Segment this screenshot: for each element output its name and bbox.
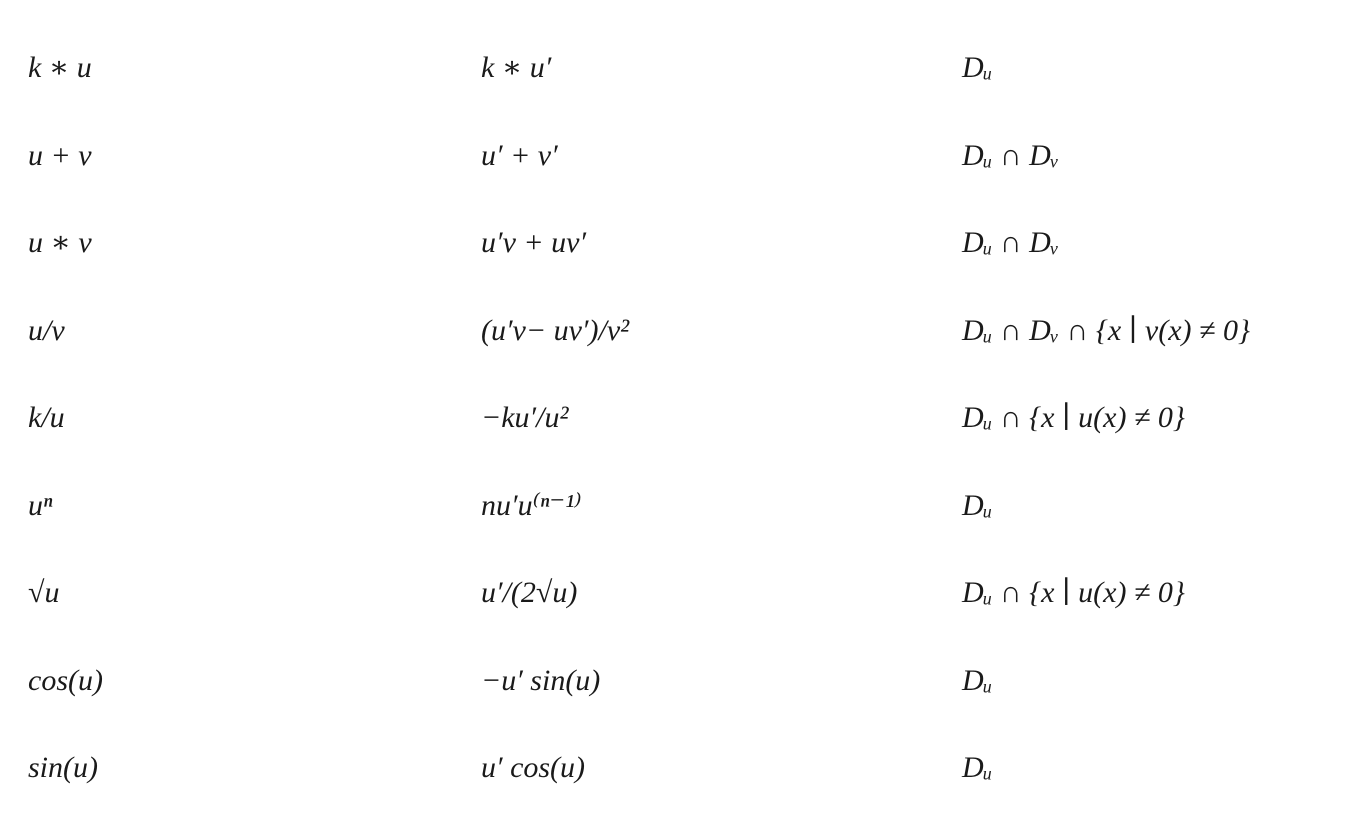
table-row (28, 390, 1348, 478)
table-row (28, 128, 1348, 216)
table-row (28, 215, 1348, 303)
function-cell: √u (28, 576, 60, 609)
derivative-cell: k ∗ u′ (481, 51, 552, 84)
domain-cell: Dᵤ ∩ {x ∣ u(x) ≠ 0} (962, 576, 1185, 609)
derivative-cell: −ku′/u² (481, 401, 569, 434)
derivative-cell: u′/(2√u) (481, 576, 578, 609)
domain-cell: Dᵤ ∩ {x ∣ u(x) ≠ 0} (962, 401, 1185, 434)
function-cell: k ∗ u (28, 51, 92, 84)
table-row (28, 740, 1348, 828)
derivative-cell: nu′u⁽ⁿ⁻¹⁾ (481, 488, 582, 522)
domain-cell: Dᵤ (962, 51, 993, 84)
function-cell: u ∗ v (28, 226, 92, 259)
table-row (28, 303, 1348, 391)
domain-cell: Dᵤ (962, 488, 993, 522)
table-row (28, 653, 1348, 741)
function-cell: u/v (28, 313, 65, 347)
function-cell: u + v (28, 138, 92, 172)
table-row (28, 565, 1348, 653)
function-cell: sin(u) (28, 751, 98, 784)
derivative-cell: (u′v− uv′)/v² (481, 313, 630, 347)
domain-cell: Dᵤ ∩ Dᵥ ∩ {x ∣ v(x) ≠ 0} (962, 313, 1250, 347)
derivative-cell: u′ cos(u) (481, 751, 586, 784)
domain-cell: Dᵤ ∩ Dᵥ (962, 138, 1060, 172)
function-cell: uⁿ (28, 488, 53, 522)
domain-cell: Dᵤ (962, 751, 993, 784)
derivative-cell: u′v + uv′ (481, 226, 586, 259)
domain-cell: Dᵤ ∩ Dᵥ (962, 226, 1060, 259)
domain-cell: Dᵤ (962, 663, 993, 697)
derivative-cell: u′ + v′ (481, 138, 558, 172)
derivative-rules-table (28, 40, 1348, 828)
function-cell: k/u (28, 401, 65, 434)
table-row (28, 40, 1348, 128)
table-row (28, 478, 1348, 566)
function-cell: cos(u) (28, 663, 103, 697)
derivative-cell: −u′ sin(u) (481, 663, 601, 697)
